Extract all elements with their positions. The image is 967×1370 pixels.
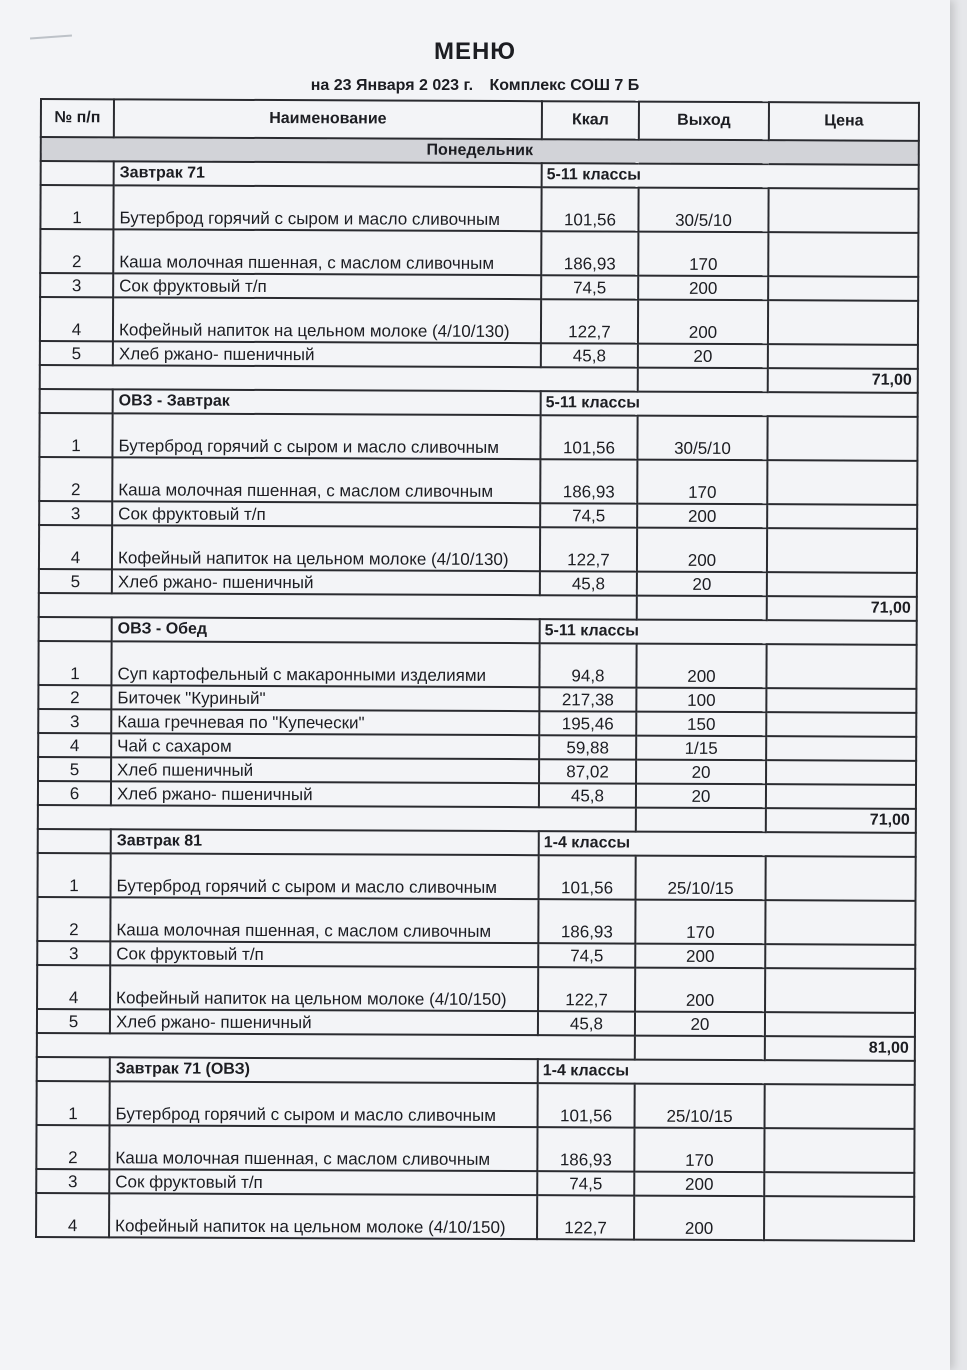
section-title: ОВЗ - Завтрак [113, 389, 541, 415]
item-price [764, 1172, 914, 1197]
item-price [766, 760, 916, 785]
section-total-price: 71,00 [768, 368, 918, 393]
table-row [36, 1125, 914, 1173]
section-title: Завтрак 81 [111, 829, 539, 855]
item-num: 1 [38, 853, 111, 897]
item-kcal: 45,8 [540, 571, 637, 595]
item-price [768, 344, 918, 369]
item-price [766, 784, 916, 809]
page-title: МЕНЮ [433, 38, 517, 65]
item-output: 200 [638, 300, 768, 345]
item-kcal: 186,93 [537, 1127, 634, 1171]
item-kcal: 122,7 [541, 299, 638, 343]
item-output: 200 [634, 1196, 764, 1241]
item-num: 5 [38, 757, 111, 781]
item-output: 200 [637, 528, 767, 573]
section-classes: 5-11 классы [541, 391, 918, 417]
item-num: 6 [38, 781, 111, 805]
item-price [768, 232, 918, 277]
total-blank [638, 368, 768, 393]
total-blank [40, 365, 638, 392]
item-output: 200 [637, 504, 767, 529]
section-classes: 1-4 классы [539, 831, 916, 857]
item-num: 4 [36, 1193, 109, 1237]
item-price [767, 528, 917, 573]
item-name: Хлеб ржано- пшеничный [112, 569, 540, 595]
table-row [40, 229, 918, 277]
item-kcal: 186,93 [538, 899, 635, 943]
item-kcal: 94,8 [539, 643, 636, 687]
item-output: 200 [638, 276, 768, 301]
item-name: Бутерброд горячий с сыром и масло сливочным [110, 1081, 538, 1127]
table-row [39, 413, 917, 461]
item-output: 30/5/10 [637, 416, 767, 461]
table-row [37, 965, 915, 1013]
item-output: 30/5/10 [638, 188, 768, 233]
page-subtitle [0, 77, 950, 95]
item-kcal: 74,5 [540, 503, 637, 527]
item-num: 1 [40, 185, 113, 229]
item-kcal: 122,7 [538, 967, 635, 1011]
item-price [765, 1012, 915, 1037]
section-total-price: 71,00 [767, 596, 917, 621]
item-name: Каша молочная пшенная, с маслом сливочным [112, 457, 540, 503]
item-price [764, 1196, 914, 1241]
item-output: 20 [638, 344, 768, 369]
header-row [41, 99, 919, 141]
item-name: Биточек "Куриный" [111, 685, 539, 711]
item-output: 1/15 [636, 736, 766, 761]
item-name: Кофейный напиток на цельном молоке (4/10/150) [110, 965, 538, 1011]
item-num: 2 [37, 897, 110, 941]
item-output: 25/10/15 [636, 856, 766, 901]
header-name: Наименование [114, 99, 542, 139]
item-name: Каша молочная пшенная, с маслом сливочным [109, 1125, 537, 1171]
header-kcal: Ккал [542, 101, 639, 139]
item-name: Бутерброд горячий с сыром и масло сливочным [113, 185, 541, 231]
item-kcal: 45,8 [541, 343, 638, 367]
item-num: 1 [39, 413, 112, 457]
item-num: 2 [36, 1125, 109, 1169]
item-kcal: 186,93 [540, 459, 637, 503]
section-num-cell [38, 829, 111, 853]
item-price [765, 944, 915, 969]
item-kcal: 217,38 [539, 687, 636, 711]
total-blank [39, 593, 637, 620]
section-num-cell [40, 389, 113, 413]
section-total-price: 71,00 [766, 808, 916, 833]
menu-date: на 23 Января 2 023 г. [310, 77, 474, 94]
total-blank [37, 1033, 635, 1060]
section-title: Завтрак 71 [114, 161, 542, 187]
item-kcal: 101,56 [540, 415, 637, 459]
item-output: 170 [634, 1128, 764, 1173]
item-name: Кофейный напиток на цельном молоке (4/10/130) [113, 297, 541, 343]
table-row [39, 457, 917, 505]
item-price [766, 688, 916, 713]
item-num: 4 [40, 297, 113, 341]
item-price [766, 644, 916, 689]
item-kcal: 59,88 [539, 735, 636, 759]
item-name: Бутерброд горячий с сыром и масло сливочным [111, 853, 539, 899]
item-price [768, 300, 918, 345]
item-name: Чай с сахаром [111, 733, 539, 759]
item-price [767, 416, 917, 461]
item-num: 2 [38, 685, 111, 709]
item-num: 1 [38, 641, 111, 685]
item-kcal: 195,46 [539, 711, 636, 735]
item-output: 170 [637, 460, 767, 505]
item-price [767, 572, 917, 597]
item-num: 2 [39, 457, 112, 501]
item-name: Бутерброд горячий с сыром и масло сливочным [112, 413, 540, 459]
item-output: 200 [634, 1172, 764, 1197]
item-num: 3 [39, 501, 112, 525]
table-row [37, 1081, 915, 1129]
item-output: 20 [636, 784, 766, 809]
item-num: 3 [40, 273, 113, 297]
menu-body [36, 137, 919, 1241]
item-output: 25/10/15 [635, 1084, 765, 1129]
table-row [37, 897, 915, 945]
item-num: 4 [38, 733, 111, 757]
item-name: Кофейный напиток на цельном молоке (4/10/130) [112, 525, 540, 571]
total-blank [637, 596, 767, 621]
header-output: Выход [639, 102, 769, 141]
item-num: 3 [38, 709, 111, 733]
item-kcal: 186,93 [541, 231, 638, 275]
section-classes: 1-4 классы [538, 1059, 915, 1085]
item-kcal: 74,5 [537, 1171, 634, 1195]
table-row [40, 185, 918, 233]
item-name: Каша молочная пшенная, с маслом сливочным [110, 897, 538, 943]
item-output: 20 [636, 760, 766, 785]
item-price [764, 1128, 914, 1173]
item-output: 170 [635, 900, 765, 945]
section-title: Завтрак 71 (ОВЗ) [110, 1057, 538, 1083]
item-kcal: 101,56 [541, 187, 638, 231]
item-kcal: 101,56 [539, 855, 636, 899]
total-blank [636, 808, 766, 833]
section-num-cell [37, 1057, 110, 1081]
item-name: Хлеб ржано- пшеничный [110, 1009, 538, 1035]
item-kcal: 101,56 [538, 1083, 635, 1127]
item-num: 5 [37, 1009, 110, 1033]
item-name: Хлеб пшеничный [111, 757, 539, 783]
item-name: Каша гречневая по "Купечески" [111, 709, 539, 735]
section-classes: 5-11 классы [542, 163, 919, 189]
total-blank [635, 1036, 765, 1061]
item-kcal: 87,02 [539, 759, 636, 783]
item-price [765, 968, 915, 1013]
item-output: 170 [638, 232, 768, 277]
table-row [40, 297, 918, 345]
section-classes: 5-11 классы [540, 619, 917, 645]
item-kcal: 74,5 [538, 943, 635, 967]
item-price [766, 712, 916, 737]
item-num: 4 [37, 965, 110, 1009]
item-price [767, 504, 917, 529]
item-name: Кофейный напиток на цельном молоке (4/10/150) [109, 1193, 537, 1239]
item-name: Каша молочная пшенная, с маслом сливочным [113, 229, 541, 275]
item-num: 2 [40, 229, 113, 273]
item-kcal: 74,5 [541, 275, 638, 299]
item-output: 200 [636, 644, 766, 689]
table-row [38, 641, 916, 689]
item-price [766, 736, 916, 761]
item-name: Хлеб ржано- пшеничный [111, 781, 539, 807]
item-output: 200 [635, 944, 765, 969]
item-num: 5 [40, 341, 113, 365]
item-name: Сок фруктовый т/п [109, 1169, 537, 1195]
item-name: Сок фруктовый т/п [112, 501, 540, 527]
menu-complex: Комплекс СОШ 7 Б [489, 77, 640, 94]
item-output: 100 [636, 688, 766, 713]
item-name: Сок фруктовый т/п [113, 273, 541, 299]
header-price: Цена [769, 102, 919, 141]
item-price [768, 276, 918, 301]
item-price [765, 900, 915, 945]
item-num: 1 [37, 1081, 110, 1125]
item-price [765, 1084, 915, 1129]
item-kcal: 45,8 [538, 1011, 635, 1035]
day-label: Понедельник [41, 137, 919, 165]
item-num: 5 [39, 569, 112, 593]
item-num: 3 [36, 1169, 109, 1193]
table-row [38, 853, 916, 901]
section-num-cell [39, 617, 112, 641]
item-name: Суп картофельный с макаронными изделиями [111, 641, 539, 687]
item-price [766, 856, 916, 901]
section-title: ОВЗ - Обед [112, 617, 540, 643]
item-kcal: 122,7 [537, 1195, 634, 1239]
table-row [36, 1193, 914, 1241]
item-price [767, 460, 917, 505]
section-num-cell [41, 161, 114, 185]
item-output: 200 [635, 968, 765, 1013]
item-num: 4 [39, 525, 112, 569]
item-kcal: 122,7 [540, 527, 637, 571]
header-num: № п/п [41, 99, 114, 137]
menu-table [35, 98, 920, 1242]
section-total-price: 81,00 [765, 1036, 915, 1061]
item-num: 3 [37, 941, 110, 965]
total-blank [38, 805, 636, 832]
item-output: 20 [635, 1012, 765, 1037]
item-output: 150 [636, 712, 766, 737]
item-output: 20 [637, 572, 767, 597]
item-name: Хлеб ржано- пшеничный [113, 341, 541, 367]
item-price [768, 188, 918, 233]
item-kcal: 45,8 [539, 783, 636, 807]
item-name: Сок фруктовый т/п [110, 941, 538, 967]
table-row [39, 525, 917, 573]
